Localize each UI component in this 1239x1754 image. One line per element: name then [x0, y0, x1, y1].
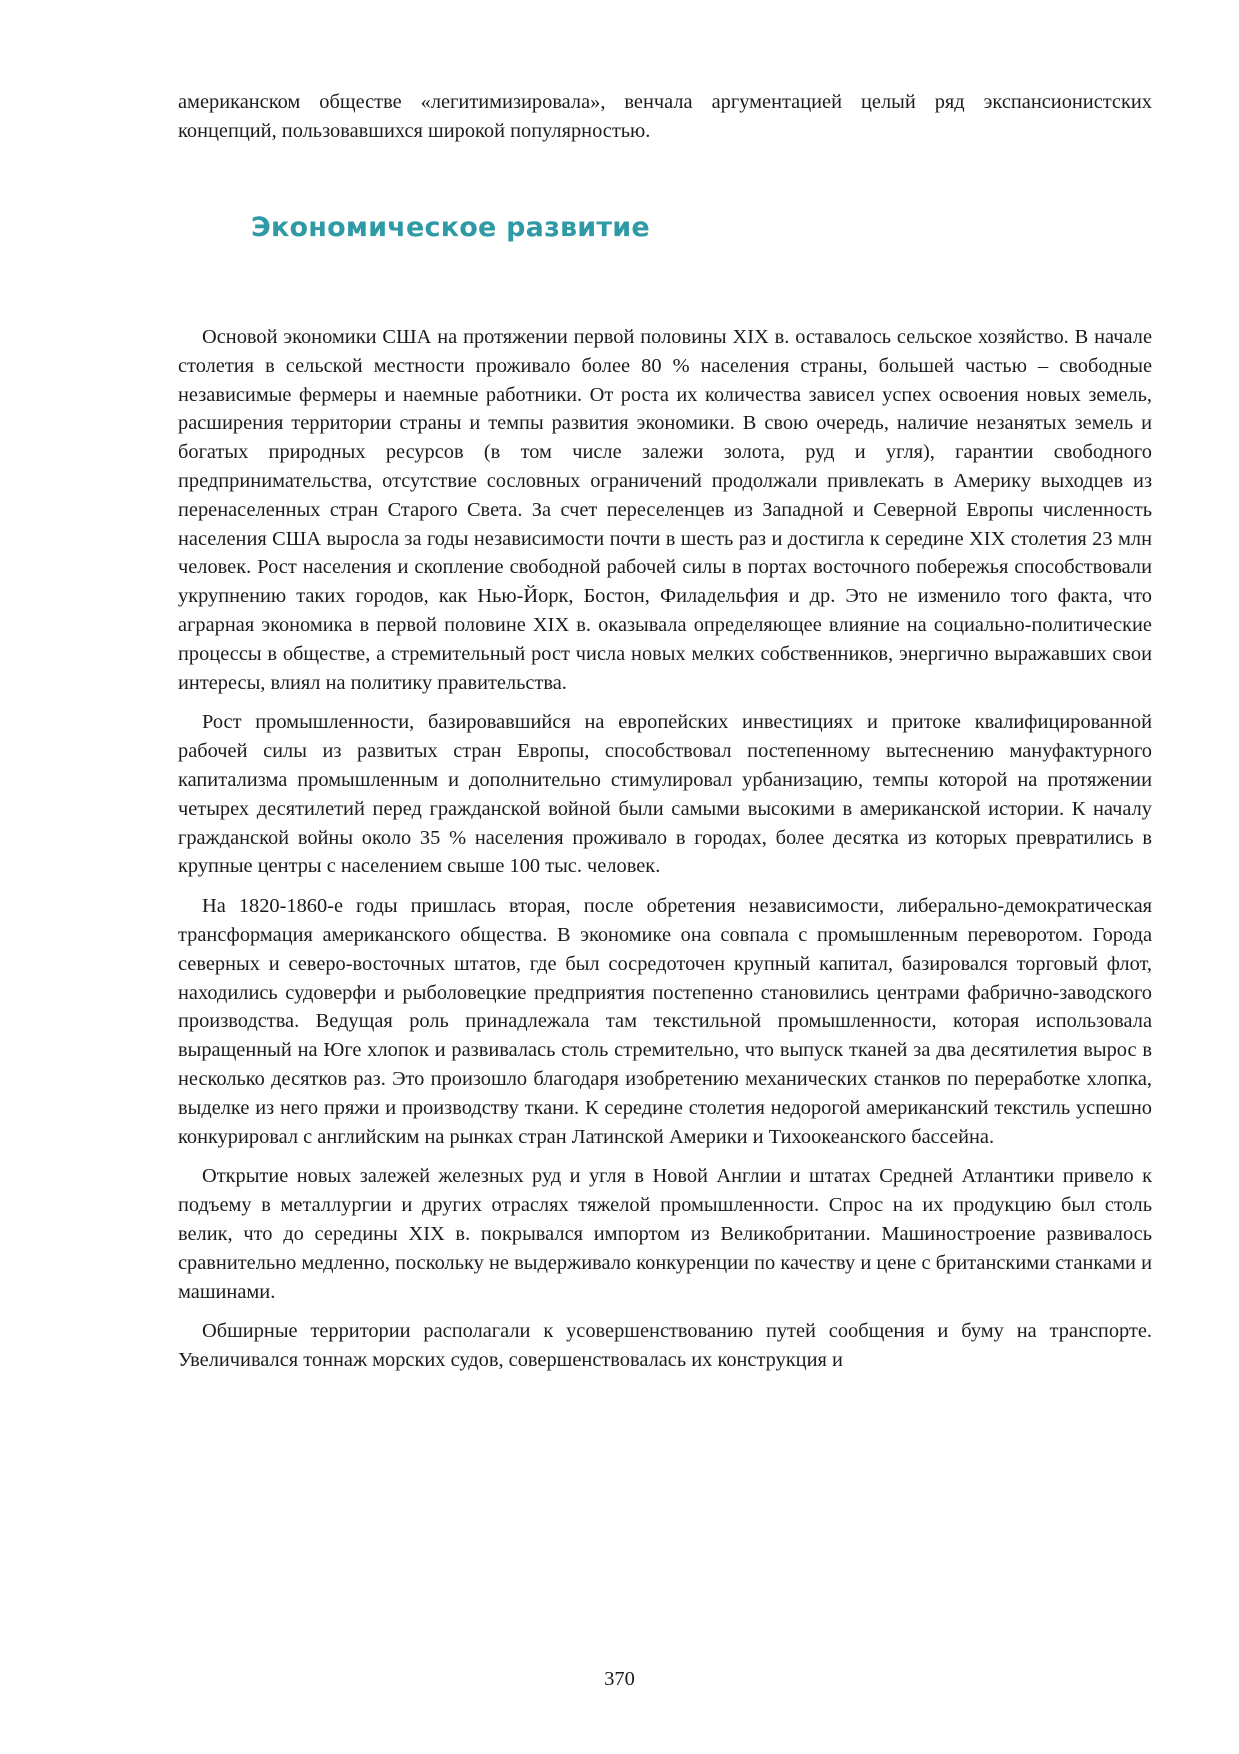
page-number: 370: [604, 1668, 635, 1690]
body-paragraph-1: Основой экономики США на протяжении первой половины XIX в. оставалось сельское хозяйство. В начале столетия в сельской местности проживало более 80 % населения страны, большей частью – свободные независимые фермеры и наемные работники. От роста их количества зависел успех освоения новых земель, расширения территории страны и темпы развития экономики. В свою очередь, наличие незанятых земель и богатых природных ресурсов (в том числе залежи золота, руд и угля), гарантии свободного предпринимательства, отсутствие сословных ограничений продолжали привлекать в Америку выходцев из перенаселенных стран Старого Света. За счет переселенцев из Западной и Северной Европы численность населения США выросла за годы независимости почти в шесть раз и достигла к середине XIX столетия 23 млн человек. Рост населения и скопление свободной рабочей силы в портах восточного побережья способствовали укрупнению таких городов, как Нью-Йорк, Бостон, Филадельфия и др. Это не изменило того факта, что аграрная экономика в первой половине XIX в. оказывала определяющее влияние на социально-политические процессы в обществе, а стремительный рост числа новых мелких собственников, энергично выражавших свои интересы, влиял на политику правительства.: [178, 326, 1152, 694]
document-page: [178, 88, 1152, 1372]
section-body: [178, 323, 1152, 1375]
intro-paragraph: американском обществе «легитимизировала», венчала аргументацией целый ряд экспансионистских концепций, пользовавшихся широкой популярностью.: [178, 91, 1152, 142]
body-paragraph-4: Открытие новых залежей железных руд и угля в Новой Англии и штатах Средней Атлантики привело к подъему в металлургии и других отраслях тяжелой промышленности. Спрос на их продукцию был столь велик, что до середины XIX в. покрывался импортом из Великобритании. Машиностроение развивалось сравнительно медленно, поскольку не выдерживало конкуренции по качеству и цене с британскими станками и машинами.: [178, 1165, 1152, 1303]
body-paragraph-3: На 1820-1860-е годы пришлась вторая, после обретения независимости, либерально-демократическая трансформация американского общества. В экономике она совпала с промышленным переворотом. Города северных и северо-восточных штатов, где был сосредоточен крупный капитал, базировался торговый флот, находились судоверфи и рыболовецкие предприятия постепенно становились центрами фабрично-заводского производства. Ведущая роль принадлежала там текстильной промышленности, которая использовала выращенный на Юге хлопок и развивалась столь стремительно, что выпуск тканей за два десятилетия вырос в несколько десятков раз. Это произошло благодаря изобретению механических станков по переработке хлопка, выделке из него пряжи и производству ткани. К середине столетия недорогой американский текстиль успешно конкурировал с английским на рынках стран Латинской Америки и Тихоокеанского бассейна.: [178, 895, 1152, 1148]
body-paragraph-5: Обширные территории располагали к усовершенствованию путей сообщения и буму на транспорте. Увеличивался тоннаж морских судов, совершенствовалась их конструкция и: [178, 1320, 1152, 1372]
body-paragraph-2: Рост промышленности, базировавшийся на европейских инвестициях и притоке квалифицированной рабочей силы из развитых стран Европы, способствовал постепенному вытеснению мануфактурного капитализма промышленным и дополнительно стимулировал урбанизацию, темпы которой на протяжении четырех десятилетий перед гражданской войной были самыми высокими в американской истории. К началу гражданской войны около 35 % населения проживало в городах, более десятка из которых превратились в крупные центры с населением свыше 100 тыс. человек.: [178, 711, 1152, 878]
section-heading: Экономическое развитие: [251, 212, 650, 243]
